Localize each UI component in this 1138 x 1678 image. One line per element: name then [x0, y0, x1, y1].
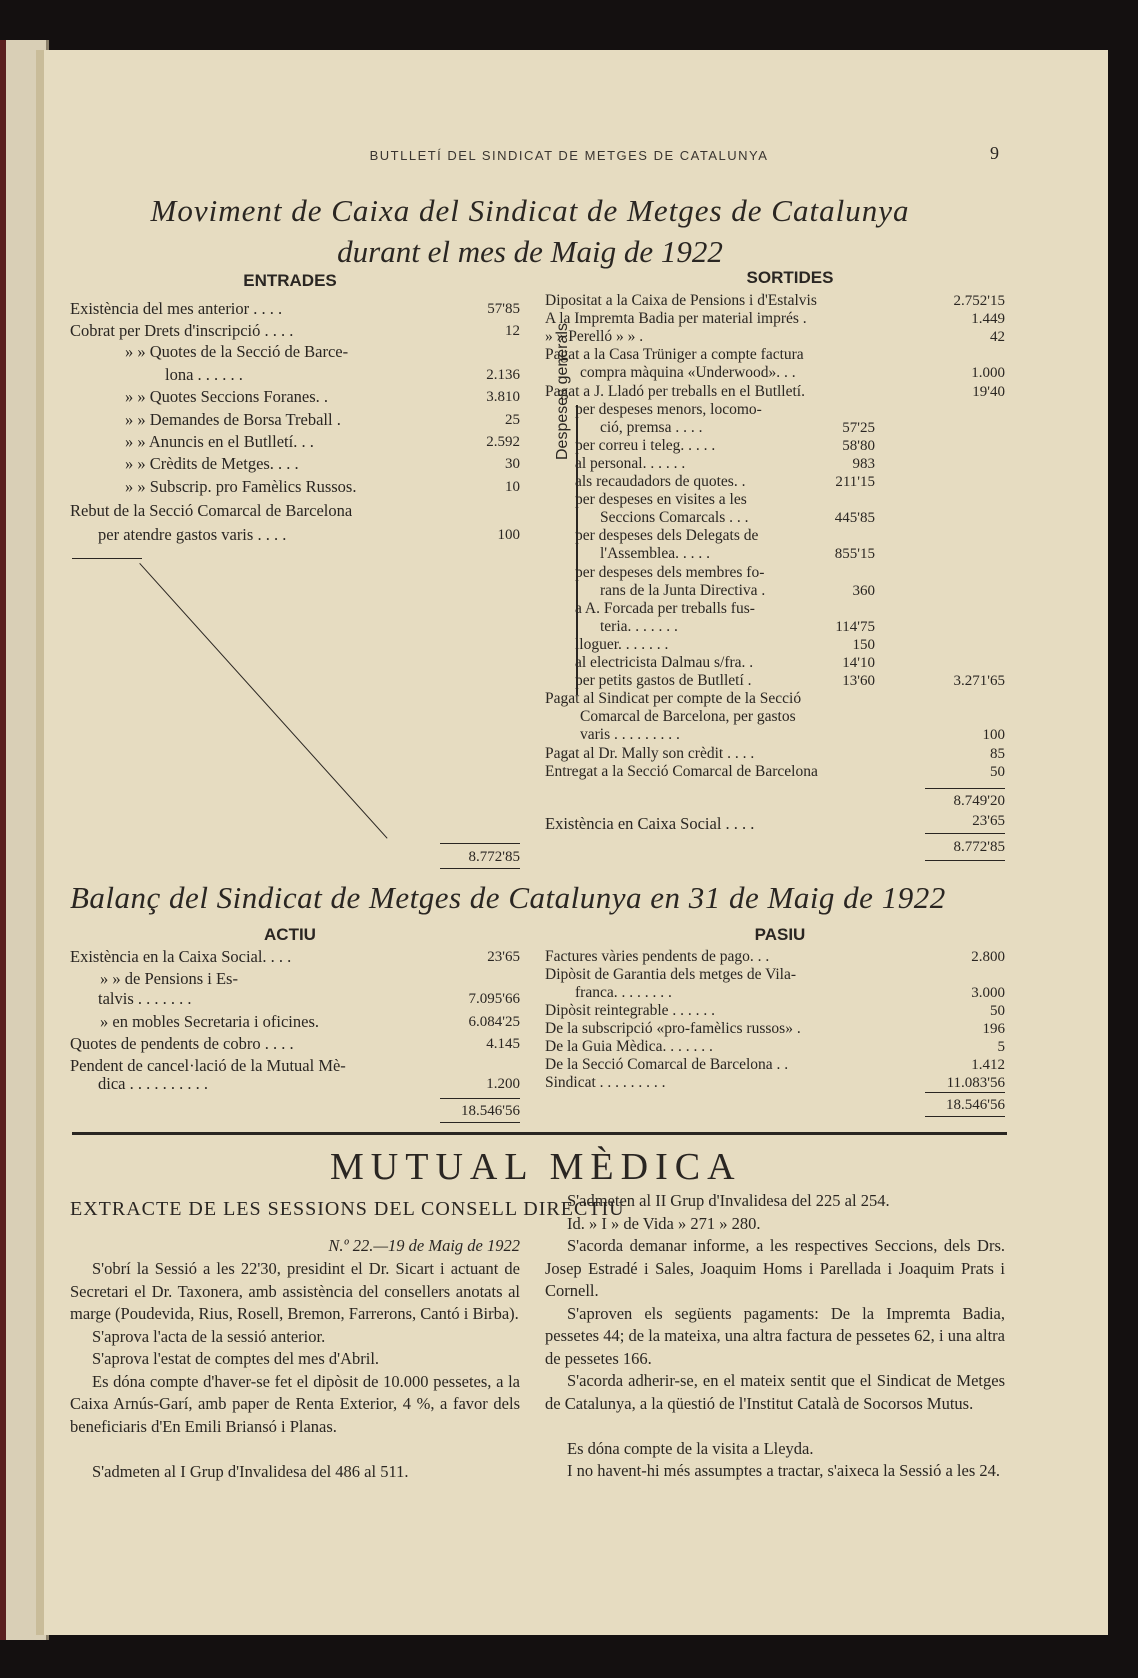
sortida-subamount: 114'75	[835, 618, 875, 635]
sortida-text: per despeses dels membres fo-	[575, 563, 765, 581]
pasiu-total-rule	[925, 1092, 1005, 1093]
sortida-text: rans de la Junta Directiva .	[600, 581, 766, 599]
mutual-paragraph: S'acorda demanar informe, a les respectives Seccions, dels Drs. Josep Estradé i Sales, Joaquim Homs i Parellada i Joaquim Prats i Cornell.	[545, 1236, 1005, 1300]
sortida-subamount: 211'15	[835, 474, 875, 490]
sortida-subamount: 14'10	[842, 655, 875, 671]
sortida-text: als recaudadors de quotes. .	[575, 473, 746, 490]
sortida-amount: 1.449	[971, 311, 1005, 328]
existencia-amount: 23'65	[972, 813, 1005, 829]
entrada-text: » » Crèdits de Metges. . . .	[125, 454, 299, 473]
actiu-text: dica . . . . . . . . . .	[98, 1074, 208, 1093]
entrada-text: Cobrat per Drets d'inscripció . . . .	[70, 321, 294, 340]
sortida-text: A la Impremta Badia per material imprés .	[545, 310, 807, 328]
sortida-subamount: 150	[852, 636, 875, 653]
existencia-caixa: Existència en Caixa Social . . . .	[545, 814, 755, 833]
mutual-paragraph: S'aprova l'acta de la sessió anterior.	[92, 1326, 326, 1346]
sortida-subamount: 445'85	[834, 510, 875, 527]
section-divider	[72, 1132, 1007, 1135]
pasiu-amount: 11.083'56	[946, 1075, 1005, 1091]
pasiu-amount: 5	[997, 1039, 1005, 1055]
sortida-amount: 85	[990, 745, 1005, 762]
sortida-text: per despeses en visites a les	[575, 491, 747, 509]
sessions-title: EXTRACTE DE LES SESSIONS DEL CONSELL DIRECTIU	[70, 1198, 625, 1220]
actiu-heading: ACTIU	[264, 925, 316, 944]
sortida-amount: 50	[990, 763, 1005, 780]
balanc-title: Balanç del Sindicat de Metges de Catalunya en 31 de Maig de 1922	[70, 880, 946, 915]
mutual-paragraph: I no havent-hi més assumptes a tractar, s'aixeca la Sessió a les 24.	[567, 1461, 1001, 1480]
sortida-text: compra màquina «Underwood». . .	[580, 364, 796, 382]
pasiu-heading: PASIU	[754, 925, 806, 944]
sortida-text: al electricista Dalmau s/fra. .	[575, 654, 754, 671]
actiu-text: Quotes de pendents de cobro . . . .	[70, 1034, 294, 1053]
entrada-amount: 100	[497, 527, 520, 543]
pasiu-text: Sindicat . . . . . . . . .	[545, 1074, 666, 1091]
sortida-text: l'Assemblea. . . . .	[600, 545, 710, 563]
entrada-amount: 2.136	[486, 367, 520, 383]
mutual-paragraph: Id. » I » de Vida » 271 » 280.	[567, 1213, 761, 1233]
sortida-text: per petits gastos de Butlletí .	[575, 672, 752, 690]
entrada-text: » » Demandes de Borsa Treball .	[125, 410, 341, 429]
entrades-total-underline	[440, 868, 520, 869]
actiu-amount: 1.200	[486, 1076, 520, 1092]
mutual-paragraph: Es dóna compte d'haver-se fet el dipòsit de 10.000 pessetes, a la Caixa Arnús-Garí, amb paper de Renta Exterior, 4 %, a favor dels beneficiaris d'En Emili Briansó i Planas.	[70, 1371, 520, 1436]
mutual-medica-title: MUTUAL MÈDICA	[330, 1146, 742, 1188]
entrada-text: lona . . . . . .	[165, 365, 243, 384]
entrada-amount: 3.810	[486, 389, 520, 405]
sortida-text: per despeses menors, locomo-	[575, 400, 762, 418]
entrada-amount: 57'85	[487, 301, 520, 317]
sortida-subamount: 983	[852, 455, 875, 472]
running-head: BUTLLETÍ DEL SINDICAT DE METGES DE CATALUNYA	[369, 148, 769, 163]
sortida-amount: 42	[990, 329, 1005, 346]
pasiu-total: 18.546'56	[946, 1097, 1005, 1113]
sortides-total-underline	[925, 860, 1005, 861]
pasiu-text: De la Secció Comarcal de Barcelona . .	[545, 1056, 789, 1073]
sortida-amount: 1.000	[971, 365, 1005, 382]
session-date: N.º 22.—19 de Maig de 1922	[328, 1236, 520, 1255]
entrada-text: per atendre gastos varis . . . .	[98, 525, 287, 544]
sortides-total-rule	[925, 833, 1005, 834]
pasiu-amount: 1.412	[971, 1057, 1005, 1073]
despeses-generals-label: Despeses generals	[554, 323, 571, 460]
sortida-amount: 3.271'65	[953, 673, 1005, 690]
mutual-paragraph: Es dóna compte de la visita a Lleyda.	[567, 1438, 814, 1458]
sortida-subamount: 360	[852, 582, 875, 599]
sortides-subtotal-rule	[925, 788, 1005, 789]
pasiu-amount: 196	[982, 1021, 1005, 1037]
moviment-title: Moviment de Caixa del Sindicat de Metges de Catalunya	[150, 193, 910, 228]
sortida-text: Pagat al Sindicat per compte de la Secció	[545, 690, 802, 708]
sortida-subamount: 58'80	[842, 437, 875, 454]
entrada-text: Rebut de la Secció Comarcal de Barcelona	[70, 501, 353, 520]
sortida-subamount: 855'15	[834, 546, 875, 563]
entrada-amount: 30	[505, 456, 520, 472]
sortida-text: Entregat a la Secció Comarcal de Barcelona	[545, 762, 818, 780]
entrada-text: Existència del mes anterior . . . .	[70, 299, 283, 318]
mutual-paragraph: S'aprova l'estat de comptes del mes d'Abril.	[92, 1349, 380, 1368]
sortida-text: Pagat a la Casa Trüniger a compte factura	[545, 346, 804, 364]
pasiu-amount: 50	[990, 1003, 1005, 1019]
sortida-amount: 100	[982, 727, 1005, 744]
actiu-total-underline	[440, 1122, 520, 1123]
entrada-amount: 2.592	[486, 434, 520, 450]
entrada-amount: 12	[505, 323, 520, 339]
sortida-text: ció, premsa . . . .	[600, 418, 703, 436]
actiu-text: Pendent de cancel·lació de la Mutual Mè-	[70, 1056, 346, 1075]
actiu-total: 18.546'56	[461, 1103, 520, 1119]
sortida-text: Pagat a J. Lladó per treballs en el Butlletí.	[545, 382, 805, 400]
pasiu-text: De la subscripció «pro-famèlics russos» .	[545, 1020, 801, 1037]
pasiu-amount: 3.000	[971, 985, 1005, 1001]
sortida-text: Comarcal de Barcelona, per gastos	[580, 708, 796, 726]
actiu-amount: 7.095'66	[468, 991, 520, 1007]
entrades-total-rule	[440, 843, 520, 844]
sortida-text: a A. Forcada per treballs fus-	[575, 599, 755, 617]
sortida-text: per correu i teleg. . . . .	[575, 436, 716, 454]
entrada-amount: 10	[505, 479, 520, 495]
actiu-text: » » de Pensions i Es-	[100, 969, 238, 988]
pasiu-text: franca. . . . . . . .	[575, 984, 672, 1001]
sortida-subamount: 13'60	[842, 673, 875, 690]
entrades-total: 8.772'85	[468, 849, 520, 865]
sortida-text: al personal. . . . . .	[575, 454, 686, 472]
mutual-paragraph: S'obrí la Sessió a les 22'30, presidint el Dr. Sicart i actuant de Secretari el Dr. Taxonera, amb assistència del consellers anotats al marge (Poudevida, Rius, Rosell, Bremon, Farrerons, Cantó i Birba).	[70, 1259, 520, 1323]
actiu-text: Existència en la Caixa Social. . . .	[70, 947, 292, 966]
sortida-text: Pagat al Dr. Mally son crèdit . . . .	[545, 744, 755, 762]
sortida-text: Seccions Comarcals . . .	[600, 509, 749, 527]
sortides-subtotal: 8.749'20	[953, 793, 1005, 809]
actiu-total-rule	[440, 1098, 520, 1099]
sortides-total: 8.772'85	[953, 839, 1005, 855]
actiu-amount: 6.084'25	[468, 1014, 520, 1030]
sortida-subamount: 57'25	[842, 419, 875, 436]
page-number: 9	[990, 143, 999, 163]
actiu-amount: 4.145	[486, 1036, 520, 1052]
pasiu-total-underline	[925, 1116, 1005, 1117]
sortida-amount: 2.752'15	[953, 293, 1005, 309]
pasiu-amount: 2.800	[971, 949, 1005, 965]
actiu-text: » en mobles Secretaria i oficines.	[100, 1012, 320, 1031]
pasiu-text: De la Guia Mèdica. . . . . . .	[545, 1038, 713, 1055]
entrada-text: » » Quotes de la Secció de Barce-	[125, 342, 349, 361]
entrada-text: » » Subscrip. pro Famèlics Russos.	[125, 477, 357, 496]
sortida-text: teria. . . . . . .	[600, 617, 678, 635]
entrades-heading: ENTRADES	[243, 271, 337, 290]
mutual-paragraph: S'admeten al II Grup d'Invalidesa del 225 al 254.	[567, 1191, 890, 1210]
sortida-text: varis . . . . . . . . .	[580, 726, 680, 744]
actiu-text: talvis . . . . . . .	[98, 989, 192, 1008]
sortida-text: per despeses dels Delegats de	[575, 527, 759, 545]
entrades-blank-rule	[72, 558, 142, 559]
mutual-paragraph: S'admeten al I Grup d'Invalidesa del 486 al 511.	[92, 1461, 409, 1481]
spine-edge	[0, 40, 6, 1640]
entrada-text: » » Anuncis en el Butlletí. . .	[125, 432, 314, 451]
actiu-amount: 23'65	[487, 949, 520, 965]
entrada-text: » » Quotes Seccions Foranes. .	[125, 387, 329, 406]
pasiu-text: Factures vàries pendents de pago. . .	[545, 948, 770, 965]
sortida-text: Dipositat a la Caixa de Pensions i d'Estalvis	[545, 292, 817, 309]
mutual-paragraph: S'acorda adherir-se, en el mateix sentit que el Sindicat de Metges de Catalunya, a la qüestió de l'Institut Català de Socorsos Mutus.	[545, 1371, 1005, 1413]
page-gutter	[36, 50, 44, 1635]
sortides-heading: SORTIDES	[746, 268, 834, 287]
moviment-subtitle: durant el mes de Maig de 1922	[337, 234, 723, 269]
pasiu-text: Dipòsit de Garantia dels metges de Vila-	[545, 966, 797, 983]
sortida-text: » » Perelló » » .	[545, 328, 644, 346]
entrada-amount: 25	[505, 412, 520, 428]
pasiu-text: Dipòsit reintegrable . . . . . .	[545, 1002, 716, 1019]
mutual-paragraph: S'aproven els següents pagaments: De la Impremta Badia, pessetes 44; de la mateixa, una altra factura de pessetes 62, i una altra de pessetes 166.	[545, 1303, 1005, 1368]
sortida-text: lloguer. . . . . . .	[575, 635, 669, 653]
sortida-amount: 19'40	[972, 383, 1005, 400]
